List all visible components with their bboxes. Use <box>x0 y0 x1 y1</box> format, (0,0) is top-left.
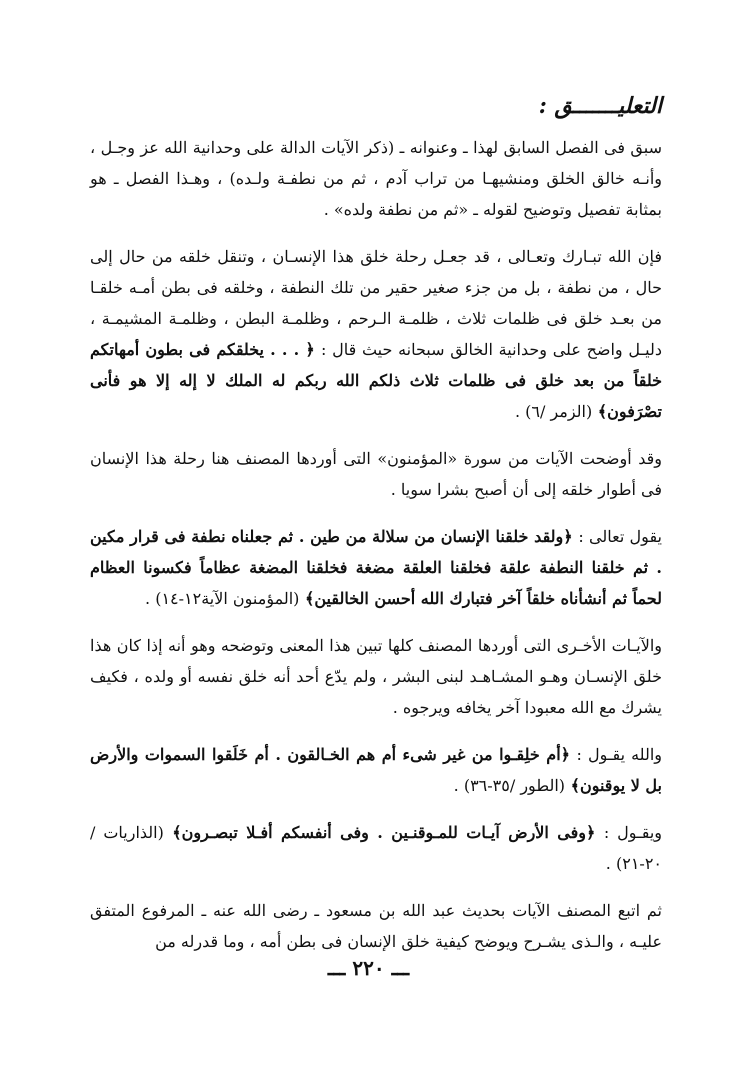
paragraph-text: فإن الله تبـارك وتعـالى ، قد جعـل رحلة خلق هذا الإنسـان ، وتنقل خلقه من حال إلى حال ، من نطفة ، بل من جزء صغير حقير من تلك النطفة ، وخلقه فى بطن أمـه خلقـا من بعـد خلق فى ظلمات ثلاث ، ظلمـة الـرحم ، وظلمـة البطن ، وظلمـة المشيمـة ، دليـل واضح على وحدانية الخالق سبحانه حيث قال : <box>90 247 663 359</box>
paragraph-text: يقول تعالى : <box>578 527 662 546</box>
verse-citation: (الطور /٣٥-٣٦) . <box>453 776 565 795</box>
paragraph-text: ثم اتبع المصنف الآيات بحديث عبد الله بن مسعود ـ رضى الله عنه ـ المرفوع المتفق عليـه ، والـذى يشـرح ويوضح كيفية خلق الإنسان فى بطن أمه ، وما قدرله من <box>90 901 662 951</box>
paragraph-6 <box>90 739 662 801</box>
verse-citation: (الذاريات /٢٠-٢١) . <box>90 823 662 873</box>
paragraph-text: سبق فى الفصل السابق لهذا ـ وعنوانه ـ (ذكر الآيات الدالة على وحدانية الله عز وجـل ، وأنـه خالق الخلق ومنشيهـا من تراب آدم ، ثم من نطفـة ولـده) ، وهـذا الفصل ـ هو بمثابة تفصيل وتوضيح لقوله ـ «ثم من نطفة ولده» . <box>90 138 662 219</box>
quran-verse: ﴿ . . . يخلقكم فى بطون أمهاتكم خلقاً من بعد خلق فى ظلمات ثلاث ذلكم الله ربكم له الملك لا إله إلا هو فأنى تصْرَفون﴾ <box>90 340 662 421</box>
paragraph-text: والآيـات الأخـرى التى أوردها المصنف كلها تبين هذا المعنى وتوضحه وهو أنه إذا كان هذا خلق الإنسـان وهـو المشـاهـد لبنى البشر ، ولم يدّع أحد أنه خلق نفسه أو ولده ، فكيف يشرك مع الله معبودا آخر يخافه ويرجوه . <box>90 636 662 717</box>
quran-verse: ﴿ولقد خلقنا الإنسان من سلالة من طين . ثم جعلناه نطفة فى قرار مكين . ثم خلقنا النطفة علقة فخلقنا العلقة مضغة فخلقنا المضغة عظاماً فكسونا العظام لحماً ثم أنشأناه خلقاً آخر فتبارك الله أحسن الخالقين﴾ <box>90 527 662 608</box>
paragraph-3 <box>90 443 662 505</box>
paragraph-4 <box>90 521 662 614</box>
page-body <box>90 90 662 973</box>
paragraph-text: والله يقـول : <box>576 745 663 764</box>
paragraph-1 <box>90 132 662 225</box>
paragraph-2 <box>90 241 662 427</box>
quran-verse: ﴿أم خلِقـوا من غير شىء أم هم الخـالقون . أم خَلَقوا السموات والأرض بل لا يوقنون﴾ <box>90 745 662 795</box>
verse-citation: (المؤمنون الآية١٢-١٤) . <box>145 589 300 608</box>
page-number: ـــ ٢٢٠ ـــ <box>327 956 410 980</box>
section-heading: التعليـــــــق : <box>538 93 662 119</box>
paragraph-5 <box>90 630 662 723</box>
paragraph-text: وقد أوضحت الآيات من سورة «المؤمنون» التى أوردها المصنف هنا رحلة هذا الإنسان فى أطوار خلقه إلى أن أصبح بشرا سويا . <box>90 449 662 499</box>
paragraph-7 <box>90 817 662 879</box>
quran-verse: ﴿وفى الأرض آيـات للمـوقنـين . وفى أنفسكم أفـلا تبصـرون﴾ <box>163 823 604 842</box>
verse-citation: (الزمر /٦) . <box>514 402 593 421</box>
paragraph-8 <box>90 895 662 957</box>
paragraph-text: ويقـول : <box>603 823 662 842</box>
